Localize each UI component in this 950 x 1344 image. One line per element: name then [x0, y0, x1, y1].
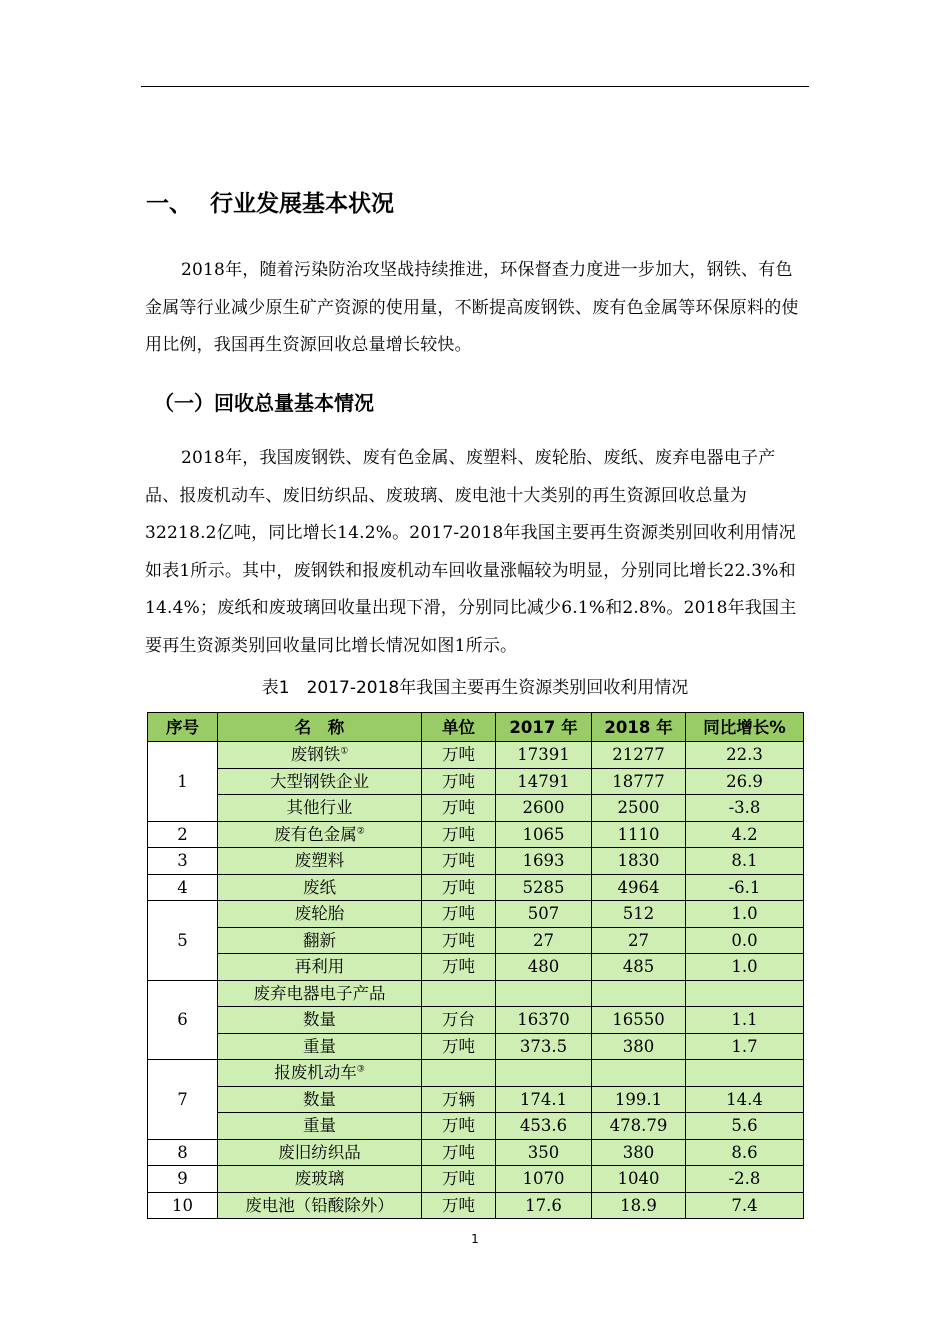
recycling-table [147, 712, 804, 1219]
cell-name-text: 废钢铁 [290, 745, 341, 765]
cell-y2018-text: 485 [622, 957, 655, 977]
cell-growth-text: 8.1 [731, 851, 758, 871]
cell-name [218, 1060, 422, 1087]
cell-growth-text: 14.4 [726, 1089, 763, 1109]
cell-unit [422, 1166, 496, 1193]
cell-name [218, 1086, 422, 1113]
cell-unit-text: 万吨 [442, 1116, 475, 1136]
cell-index: 5 [148, 901, 218, 981]
cell-index: 9 [148, 1166, 218, 1193]
cell-name-text: 废纸 [303, 877, 336, 897]
cell-name [218, 980, 422, 1007]
cell-name [218, 1192, 422, 1219]
table-row [148, 1086, 804, 1113]
cell-index: 6 [148, 980, 218, 1060]
cell-growth [686, 1139, 804, 1166]
footnote-marker: ② [356, 826, 365, 837]
cell-y2018-text: 1830 [617, 851, 660, 871]
cell-unit-text: 万吨 [442, 1142, 475, 1162]
cell-y2017-text: 17.6 [525, 1195, 562, 1215]
cell-y2018-text: 1040 [617, 1169, 660, 1189]
cell-y2018 [592, 795, 686, 822]
cell-name [218, 768, 422, 795]
cell-unit-text: 万吨 [442, 851, 475, 871]
cell-name [218, 954, 422, 981]
table-row [148, 901, 804, 928]
cell-y2018 [592, 768, 686, 795]
cell-unit [422, 768, 496, 795]
cell-y2017 [496, 768, 592, 795]
cell-unit-text: 万吨 [442, 904, 475, 924]
cell-y2018-text: 1110 [617, 824, 660, 844]
page-number: 1 [471, 1232, 479, 1246]
header-rule [141, 86, 809, 87]
table-row [148, 1166, 804, 1193]
cell-unit-text: 万吨 [442, 957, 475, 977]
cell-y2017 [496, 874, 592, 901]
cell-unit-text: 万台 [442, 1010, 475, 1030]
table-row [148, 742, 804, 769]
cell-index: 4 [148, 874, 218, 901]
cell-unit-text: 万吨 [442, 798, 475, 818]
cell-name [218, 874, 422, 901]
cell-growth-text: 1.1 [731, 1010, 758, 1030]
cell-unit-text: 万吨 [442, 930, 475, 950]
cell-growth [686, 1033, 804, 1060]
cell-name [218, 821, 422, 848]
cell-y2018-text: 27 [628, 930, 649, 950]
cell-growth-text: -3.8 [728, 798, 761, 818]
table-row [148, 1139, 804, 1166]
cell-y2017 [496, 954, 592, 981]
cell-growth [686, 901, 804, 928]
cell-y2017-text: 350 [527, 1142, 560, 1162]
cell-y2018 [592, 954, 686, 981]
cell-name-text: 废电池（铅酸除外） [245, 1195, 394, 1215]
cell-y2018 [592, 1192, 686, 1219]
body-paragraph: 2018年，我国废钢铁、废有色金属、废塑料、废轮胎、废纸、废弃电器电子产品、报废机动车、废旧纺织品、废玻璃、废电池十大类别的再生资源回收总量为32218.2亿吨，同比增长14.2%。2017-2018年我国主要再生资源类别回收利用情况如表1所示。其中，废钢铁和报废机动车回收量涨幅较为明显，分别同比增长22.3%和14.4%；废纸和废玻璃回收量出现下滑，分别同比减少6.1%和2.8%。2018年我国主要再生资源类别回收量同比增长情况如图1所示。 [145, 448, 797, 656]
cell-name-text: 数量 [303, 1010, 336, 1030]
cell-name-text: 废弃电器电子产品 [253, 983, 386, 1003]
cell-unit-text: 万吨 [442, 771, 475, 791]
cell-name-text: 废旧纺织品 [278, 1142, 361, 1162]
cell-growth-text: -6.1 [728, 877, 761, 897]
header-unit: 单位 [422, 713, 496, 742]
cell-name [218, 901, 422, 928]
cell-name-text: 其他行业 [286, 798, 353, 818]
cell-name-text: 废有色金属 [274, 824, 357, 844]
cell-growth [686, 874, 804, 901]
cell-index: 7 [148, 1060, 218, 1140]
table-row [148, 1192, 804, 1219]
cell-y2018-text: 380 [622, 1142, 655, 1162]
cell-y2017 [496, 1192, 592, 1219]
cell-y2017-text: 27 [533, 930, 554, 950]
cell-name-text: 废玻璃 [294, 1169, 345, 1189]
cell-y2018 [592, 1060, 686, 1087]
cell-name [218, 1139, 422, 1166]
cell-y2017-text: 480 [527, 957, 560, 977]
cell-growth [686, 954, 804, 981]
cell-growth [686, 795, 804, 822]
table-row [148, 980, 804, 1007]
cell-y2018 [592, 1007, 686, 1034]
cell-y2017 [496, 821, 592, 848]
cell-growth [686, 848, 804, 875]
cell-name [218, 848, 422, 875]
cell-name [218, 742, 422, 769]
cell-unit [422, 848, 496, 875]
cell-y2018-text: 4964 [617, 877, 660, 897]
cell-unit [422, 1139, 496, 1166]
cell-unit-text: 万吨 [442, 877, 475, 897]
cell-name-text: 重量 [303, 1036, 336, 1056]
header-index: 序号 [148, 713, 218, 742]
cell-y2018 [592, 1113, 686, 1140]
table-row [148, 1007, 804, 1034]
cell-index: 2 [148, 821, 218, 848]
cell-name-text: 翻新 [303, 930, 336, 950]
cell-growth-text: 1.7 [731, 1036, 758, 1056]
cell-name-text: 废轮胎 [294, 904, 345, 924]
cell-y2018-text: 18.9 [620, 1195, 657, 1215]
cell-y2018 [592, 1139, 686, 1166]
table-row [148, 848, 804, 875]
cell-growth [686, 927, 804, 954]
intro-paragraph: 2018年，随着污染防治攻坚战持续推进，环保督查力度进一步加大，钢铁、有色金属等行业减少原生矿产资源的使用量，不断提高废钢铁、废有色金属等环保原料的使用比例，我国再生资源回收总量增长较快。 [145, 260, 799, 355]
cell-growth-text: 1.0 [731, 904, 758, 924]
cell-unit [422, 901, 496, 928]
cell-y2017-text: 2600 [522, 798, 565, 818]
cell-y2017-text: 373.5 [519, 1036, 568, 1056]
cell-unit [422, 927, 496, 954]
table-row [148, 1033, 804, 1060]
cell-unit [422, 1192, 496, 1219]
cell-y2018 [592, 1166, 686, 1193]
cell-unit-text: 万吨 [442, 1195, 475, 1215]
cell-unit-text: 万吨 [442, 1036, 475, 1056]
cell-y2018 [592, 927, 686, 954]
cell-growth-text: 4.2 [731, 824, 758, 844]
cell-unit [422, 874, 496, 901]
cell-y2018 [592, 742, 686, 769]
cell-y2017 [496, 1086, 592, 1113]
header-2018: 2018 年 [592, 713, 686, 742]
table-row [148, 795, 804, 822]
footnote-marker: ① [340, 746, 349, 757]
cell-growth [686, 1113, 804, 1140]
cell-growth-text: 5.6 [731, 1116, 758, 1136]
cell-y2017 [496, 1060, 592, 1087]
cell-y2018 [592, 980, 686, 1007]
cell-y2018-text: 2500 [617, 798, 660, 818]
cell-y2017 [496, 848, 592, 875]
cell-growth-text: 1.0 [731, 957, 758, 977]
cell-unit-text: 万辆 [442, 1089, 475, 1109]
cell-y2017 [496, 795, 592, 822]
cell-y2018 [592, 874, 686, 901]
cell-growth-text: 0.0 [731, 930, 758, 950]
cell-y2017 [496, 1113, 592, 1140]
table-row [148, 821, 804, 848]
cell-y2017-text: 1065 [522, 824, 565, 844]
cell-unit [422, 1033, 496, 1060]
cell-unit [422, 742, 496, 769]
cell-y2017-text: 1693 [522, 851, 565, 871]
cell-y2017-text: 1070 [522, 1169, 565, 1189]
cell-name [218, 1113, 422, 1140]
cell-y2017 [496, 1139, 592, 1166]
cell-growth-text: 8.6 [731, 1142, 758, 1162]
header-2017: 2017 年 [496, 713, 592, 742]
cell-y2017 [496, 901, 592, 928]
cell-unit [422, 1086, 496, 1113]
cell-name-text: 数量 [303, 1089, 336, 1109]
cell-y2017 [496, 1007, 592, 1034]
cell-index: 1 [148, 742, 218, 822]
cell-y2017 [496, 1033, 592, 1060]
cell-y2018-text: 478.79 [609, 1116, 668, 1136]
cell-growth-text: -2.8 [728, 1169, 761, 1189]
cell-name [218, 795, 422, 822]
table-row [148, 874, 804, 901]
cell-name-text: 报废机动车 [274, 1063, 357, 1083]
subsection-heading: （一）回收总量基本情况 [154, 391, 374, 415]
cell-y2017-text: 17391 [517, 745, 570, 765]
cell-name-text: 大型钢铁企业 [270, 771, 369, 791]
cell-growth-text: 22.3 [726, 745, 763, 765]
cell-growth [686, 821, 804, 848]
cell-unit-text: 万吨 [442, 824, 475, 844]
cell-growth [686, 768, 804, 795]
cell-y2017 [496, 980, 592, 1007]
cell-y2018 [592, 848, 686, 875]
cell-unit [422, 1007, 496, 1034]
cell-y2018-text: 380 [622, 1036, 655, 1056]
section-title: 行业发展基本状况 [210, 191, 394, 217]
table-row [148, 1113, 804, 1140]
footnote-marker: ③ [356, 1064, 365, 1075]
cell-growth [686, 980, 804, 1007]
cell-name [218, 1166, 422, 1193]
cell-unit [422, 954, 496, 981]
cell-growth-text: 7.4 [731, 1195, 758, 1215]
cell-y2018-text: 21277 [612, 745, 665, 765]
cell-y2018-text: 18777 [612, 771, 665, 791]
cell-y2017 [496, 927, 592, 954]
cell-index: 8 [148, 1139, 218, 1166]
cell-y2017-text: 174.1 [519, 1089, 568, 1109]
table-row [148, 954, 804, 981]
cell-name-text: 再利用 [294, 957, 345, 977]
cell-unit [422, 1113, 496, 1140]
cell-y2017-text: 5285 [522, 877, 565, 897]
cell-y2018-text: 16550 [612, 1010, 665, 1030]
table-row [148, 768, 804, 795]
cell-growth-text: 26.9 [726, 771, 763, 791]
cell-y2018-text: 199.1 [614, 1089, 663, 1109]
cell-y2018 [592, 821, 686, 848]
cell-unit [422, 795, 496, 822]
cell-index: 10 [148, 1192, 218, 1219]
table-row [148, 927, 804, 954]
cell-name [218, 1033, 422, 1060]
cell-name-text: 重量 [303, 1116, 336, 1136]
cell-y2018-text: 512 [622, 904, 655, 924]
cell-unit-text: 万吨 [442, 1169, 475, 1189]
cell-growth [686, 1060, 804, 1087]
cell-growth [686, 1086, 804, 1113]
cell-y2018 [592, 1086, 686, 1113]
cell-growth [686, 1007, 804, 1034]
header-growth: 同比增长% [686, 713, 804, 742]
cell-index: 3 [148, 848, 218, 875]
cell-name-text: 废塑料 [294, 851, 345, 871]
cell-y2017 [496, 742, 592, 769]
cell-y2017-text: 16370 [517, 1010, 570, 1030]
section-number: 一、 [146, 191, 192, 217]
cell-name [218, 927, 422, 954]
section-heading [146, 186, 394, 222]
cell-growth [686, 1166, 804, 1193]
cell-growth [686, 1192, 804, 1219]
cell-unit [422, 821, 496, 848]
table-row [148, 1060, 804, 1087]
cell-unit [422, 1060, 496, 1087]
cell-y2018 [592, 901, 686, 928]
cell-y2018 [592, 1033, 686, 1060]
table-caption: 表1 2017-2018年我国主要再生资源类别回收利用情况 [261, 678, 689, 698]
cell-name [218, 1007, 422, 1034]
cell-y2017-text: 453.6 [519, 1116, 568, 1136]
cell-y2017-text: 14791 [517, 771, 570, 791]
cell-unit-text: 万吨 [442, 745, 475, 765]
header-name: 名 称 [218, 713, 422, 742]
table-header-row [148, 713, 804, 742]
cell-y2017 [496, 1166, 592, 1193]
cell-growth [686, 742, 804, 769]
cell-y2017-text: 507 [527, 904, 560, 924]
cell-unit [422, 980, 496, 1007]
